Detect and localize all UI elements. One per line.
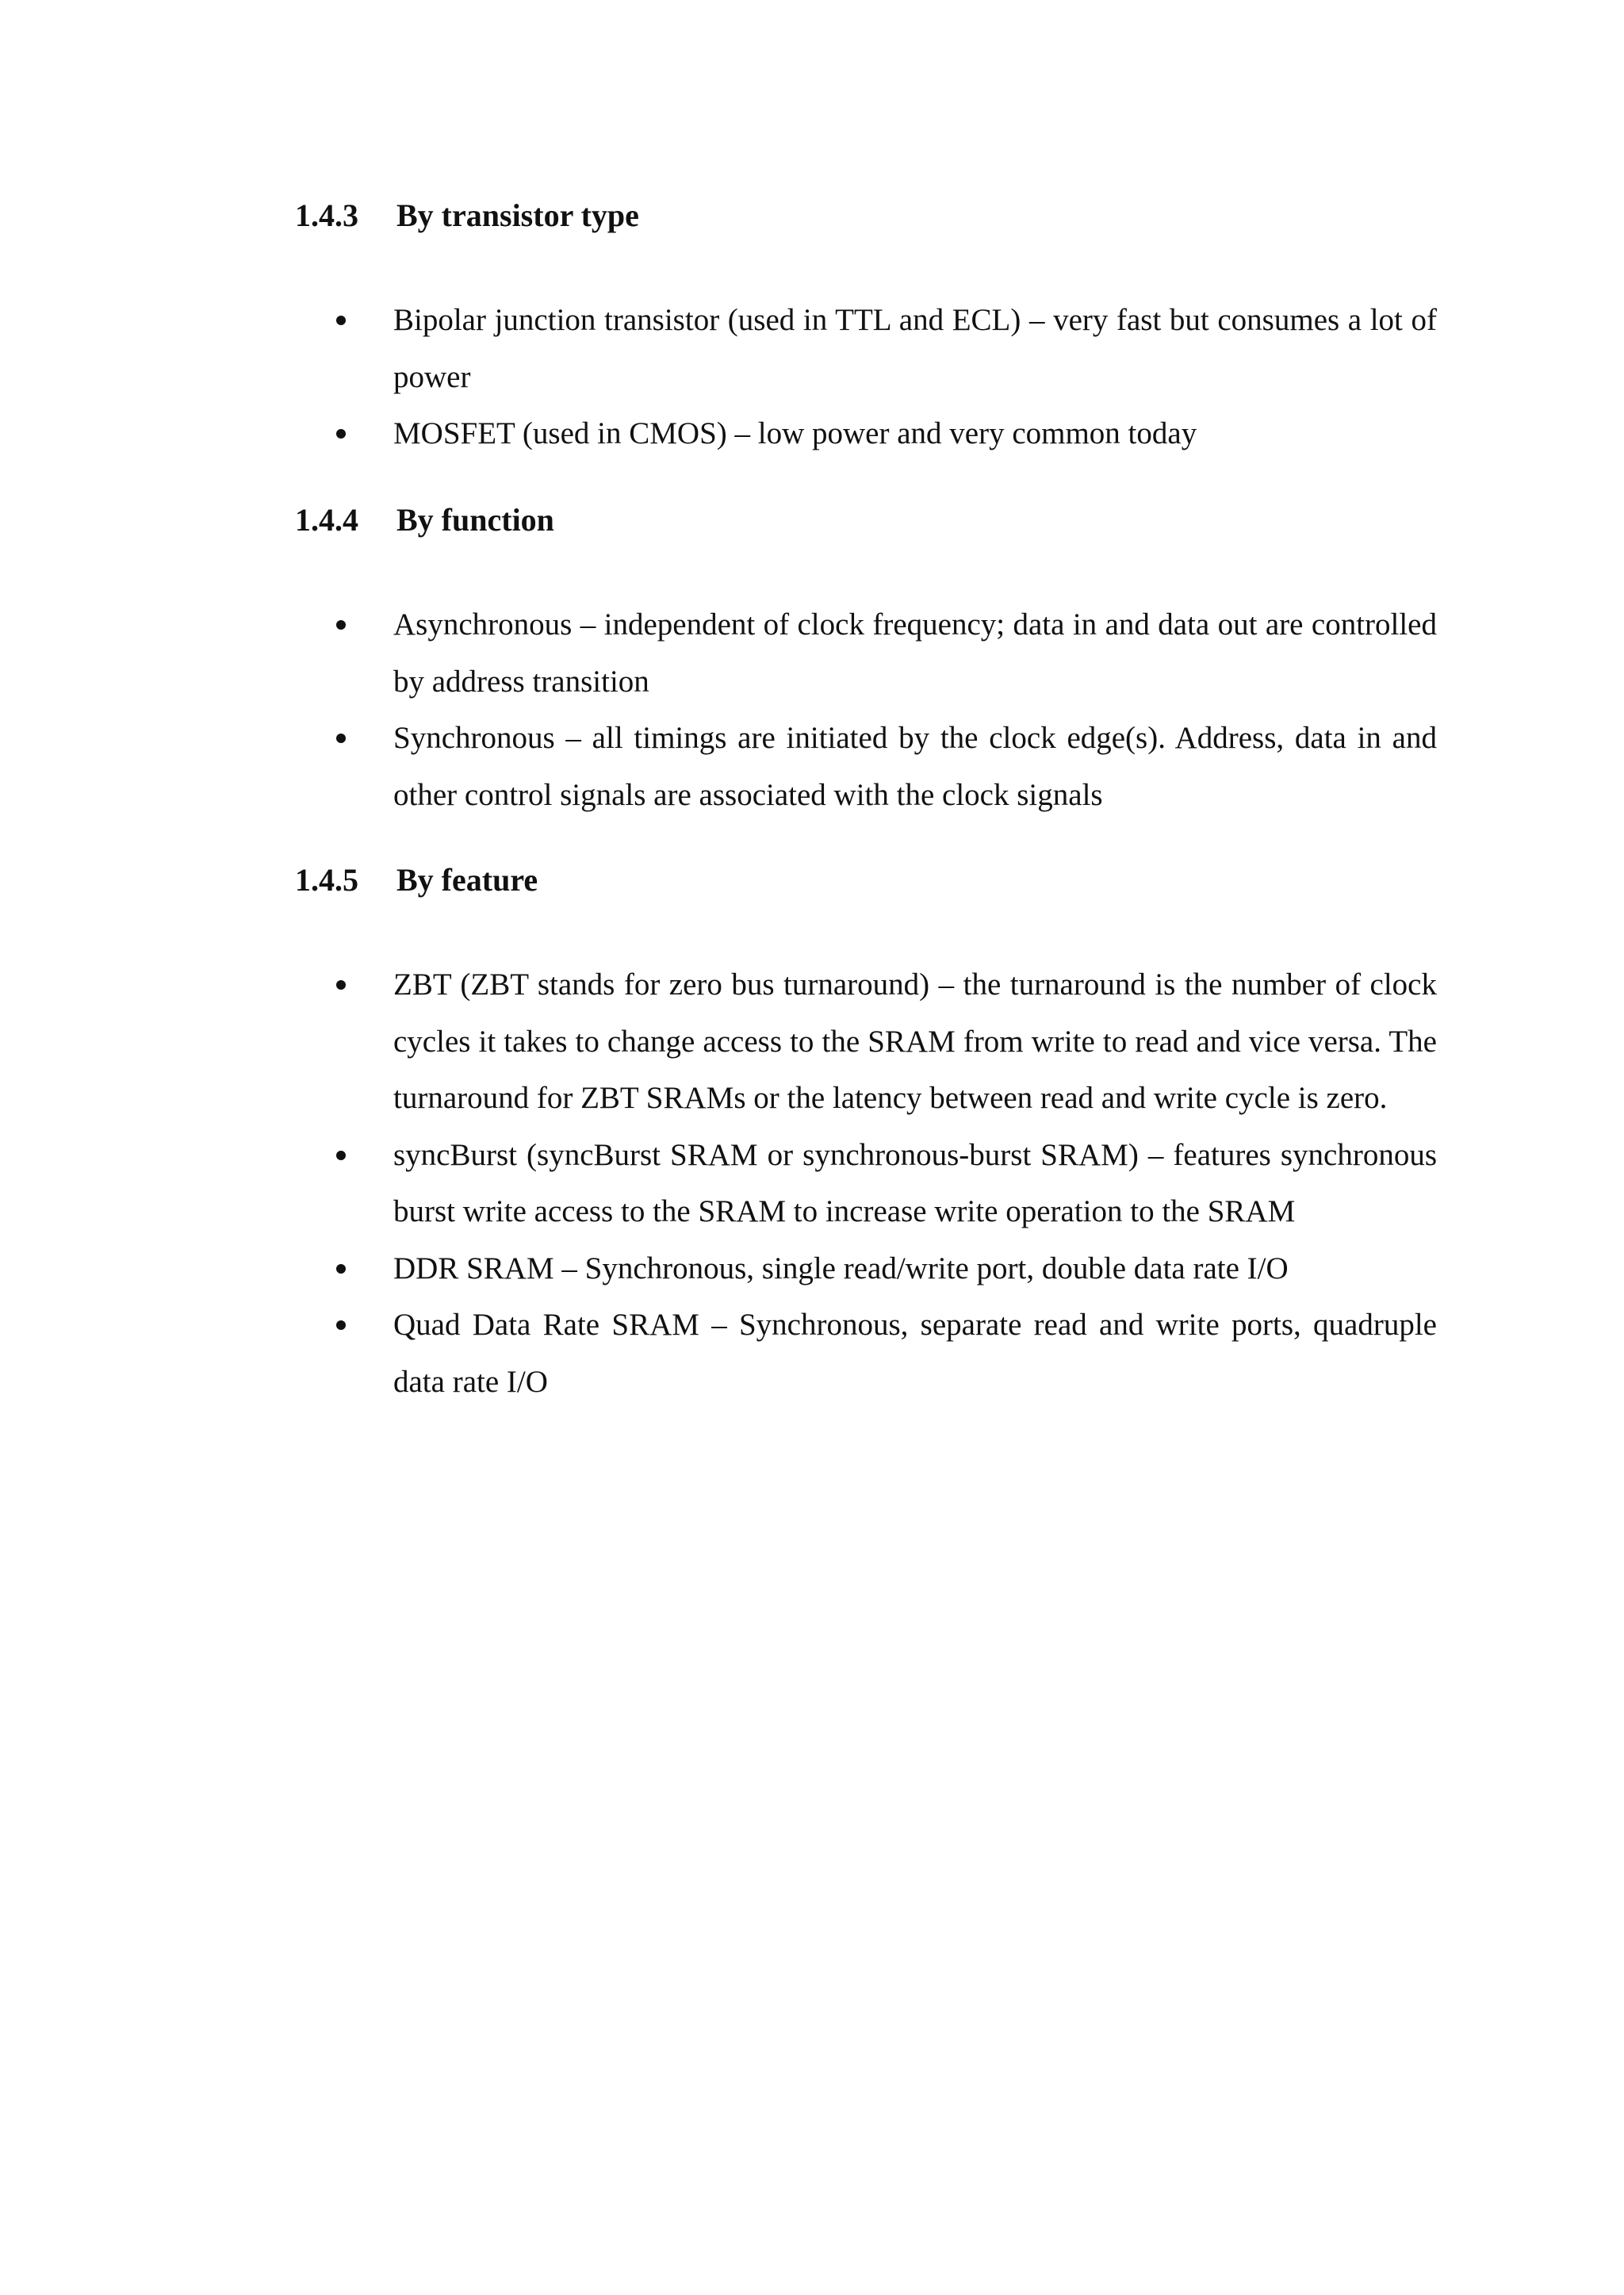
list-item <box>336 596 1437 710</box>
list-item-text: Bipolar junction transistor (used in TTL and ECL) – very fast but consumes a lot of power <box>393 303 1437 394</box>
section-by-transistor-type <box>295 197 1437 450</box>
list-item-text: DDR SRAM – Synchronous, single read/write port, double data rate I/O <box>393 1251 1289 1285</box>
section-title: By transistor type <box>396 197 639 233</box>
list-item <box>336 292 1437 405</box>
section-heading <box>295 197 1437 235</box>
section-number: 1.4.5 <box>295 862 358 898</box>
section-heading <box>295 501 1437 539</box>
bullet-list <box>336 956 1437 1410</box>
bullet-icon <box>336 1151 346 1160</box>
bullet-icon <box>336 316 346 325</box>
bullet-icon <box>336 620 346 630</box>
list-item-text: MOSFET (used in CMOS) – low power and very common today <box>393 416 1197 450</box>
section-by-function <box>295 501 1437 812</box>
bullet-icon <box>336 1264 346 1274</box>
bullet-list <box>336 292 1437 462</box>
bullet-icon <box>336 980 346 990</box>
section-title: By feature <box>396 862 538 898</box>
list-item <box>336 710 1437 823</box>
list-item <box>336 1127 1437 1240</box>
list-item <box>336 1297 1437 1410</box>
list-item-text: Asynchronous – independent of clock frequency; data in and data out are controlled by address transition <box>393 607 1437 699</box>
section-number: 1.4.3 <box>295 197 358 233</box>
list-item-text: Synchronous – all timings are initiated by the clock edge(s). Address, data in and other control signals are associated with the clock signals <box>393 721 1437 812</box>
section-by-feature <box>295 861 1437 1399</box>
list-item-text: Quad Data Rate SRAM – Synchronous, separate read and write ports, quadruple data rate I/O <box>393 1308 1437 1399</box>
section-heading <box>295 861 1437 899</box>
section-title: By function <box>396 502 554 538</box>
bullet-icon <box>336 734 346 743</box>
list-item-text: ZBT (ZBT stands for zero bus turnaround) – the turnaround is the number of clock cycles it takes to change access to the SRAM from write to read and vice versa. The turnaround for ZBT SRAMs or the latency between read and write cycle is zero. <box>393 967 1437 1115</box>
bullet-icon <box>336 1320 346 1330</box>
list-item <box>336 956 1437 1127</box>
list-item <box>336 1240 1437 1297</box>
section-number: 1.4.4 <box>295 502 358 538</box>
bullet-list <box>336 596 1437 823</box>
bullet-icon <box>336 429 346 439</box>
list-item-text: syncBurst (syncBurst SRAM or synchronous-burst SRAM) – features synchronous burst write access to the SRAM to increase write operation to the SRAM <box>393 1137 1437 1228</box>
list-item <box>336 405 1437 462</box>
